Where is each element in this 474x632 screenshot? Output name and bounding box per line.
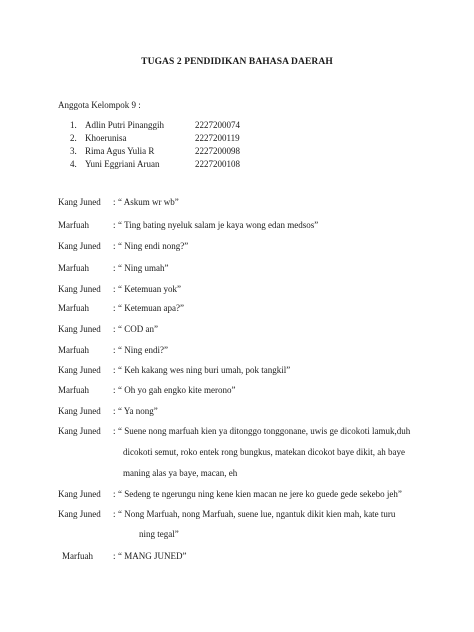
speaker-name: Kang Juned	[58, 241, 101, 251]
member-nim: 2227200098	[195, 146, 240, 156]
colon-separator: :	[113, 324, 116, 334]
member-number: 2.	[70, 133, 77, 143]
utterance-text: “ Sedeng te ngerungu ning kene kien macan ne jere ko guede gede sekebo jeh”	[118, 489, 402, 499]
speaker-name: Marfuah	[58, 303, 89, 313]
utterance-text: “ Nong Marfuah, nong Marfuah, suene lue, ngantuk dikit kien mah, kate turu	[118, 509, 396, 519]
utterance-text: “ Suene nong marfuah kien ya ditonggo tonggonane, uwis ge dicokoti lamuk,duh	[118, 426, 411, 436]
colon-separator: :	[113, 220, 116, 230]
speaker-name: Kang Juned	[58, 509, 101, 519]
colon-separator: :	[113, 426, 116, 436]
colon-separator: :	[113, 303, 116, 313]
colon-separator: :	[113, 509, 116, 519]
utterance-continuation: dicokoti semut, roko entek rong bungkus, matekan dicokot baye dikit, ah baye	[123, 447, 405, 457]
utterance-text: “ Oh yo gah engko kite merono”	[118, 385, 236, 395]
member-name: Adlin Putri Pinanggih	[85, 120, 165, 130]
speaker-name: Marfuah	[58, 385, 89, 395]
speaker-name: Kang Juned	[58, 284, 101, 294]
document-title: TUGAS 2 PENDIDIKAN BAHASA DAERAH	[141, 57, 333, 67]
member-nim: 2227200119	[195, 133, 240, 143]
colon-separator: :	[113, 197, 116, 207]
utterance-text: “ Ketemuan apa?”	[118, 303, 184, 313]
colon-separator: :	[113, 241, 116, 251]
utterance-continuation: maning alas ya baye, macan, eh	[123, 468, 238, 478]
utterance-continuation: ning tegal”	[139, 529, 179, 539]
colon-separator: :	[113, 489, 116, 499]
speaker-name: Marfuah	[58, 345, 89, 355]
member-number: 4.	[70, 159, 77, 169]
speaker-name: Marfuah	[62, 551, 93, 561]
speaker-name: Marfuah	[58, 220, 89, 230]
member-name: Yuni Eggriani Aruan	[85, 159, 160, 169]
utterance-text: “ Ketemuan yok”	[118, 284, 181, 294]
colon-separator: :	[113, 345, 116, 355]
speaker-name: Kang Juned	[58, 406, 101, 416]
utterance-text: “ COD an”	[118, 324, 158, 334]
member-nim: 2227200074	[195, 120, 240, 130]
utterance-text: “ Ning umah”	[118, 263, 169, 273]
speaker-name: Kang Juned	[58, 365, 101, 375]
utterance-text: “ Keh kakang wes ning buri umah, pok tangkil”	[118, 365, 291, 375]
utterance-text: “ Ting bating nyeluk salam je kaya wong edan medsos”	[118, 220, 319, 230]
member-name: Khoerunisa	[85, 133, 127, 143]
colon-separator: :	[113, 385, 116, 395]
utterance-text: “ MANG JUNED”	[118, 551, 187, 561]
colon-separator: :	[113, 551, 116, 561]
speaker-name: Kang Juned	[58, 489, 101, 499]
speaker-name: Kang Juned	[58, 426, 101, 436]
colon-separator: :	[113, 284, 116, 294]
utterance-text: “ Ning endi nong?”	[118, 241, 189, 251]
member-nim: 2227200108	[195, 159, 240, 169]
member-number: 1.	[70, 120, 77, 130]
member-name: Rima Agus Yulia R	[85, 146, 155, 156]
utterance-text: “ Ning endi?”	[118, 345, 168, 355]
utterance-text: “ Askum wr wb”	[118, 197, 179, 207]
colon-separator: :	[113, 263, 116, 273]
member-number: 3.	[70, 146, 77, 156]
colon-separator: :	[113, 365, 116, 375]
group-label: Anggota Kelompok 9 :	[58, 100, 141, 110]
speaker-name: Marfuah	[58, 263, 89, 273]
colon-separator: :	[113, 406, 116, 416]
speaker-name: Kang Juned	[58, 197, 101, 207]
speaker-name: Kang Juned	[58, 324, 101, 334]
utterance-text: “ Ya nong”	[118, 406, 158, 416]
